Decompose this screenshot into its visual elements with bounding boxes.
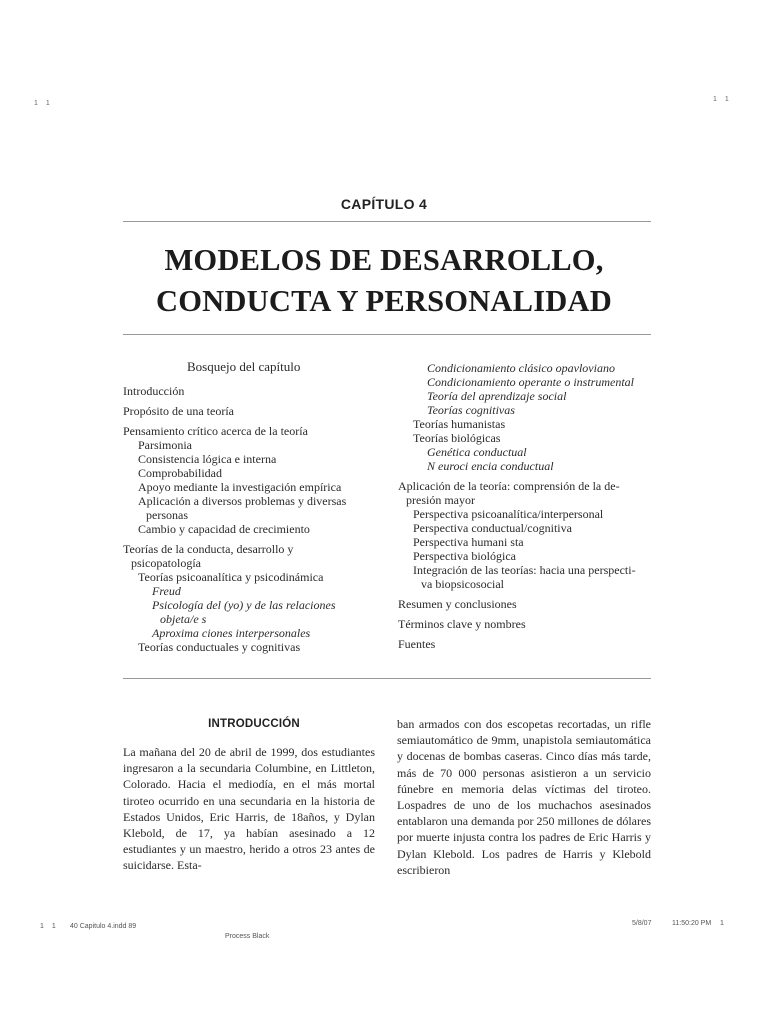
outline-item: Apoyo mediante la investigación empírica [138,480,342,494]
footer-process: Process Black [225,933,270,940]
outline-item: objeta/e s [160,612,207,626]
outline-item: Fuentes [398,637,436,651]
outline-item: Teorías de la conducta, desarrollo y [123,542,294,556]
footer-date: 5/8/07 [632,920,652,927]
outline-item: Pensamiento crítico acerca de la teoría [123,424,308,438]
outline-item: Condicionamiento operante o instrumental [427,375,634,389]
outline-heading: Bosquejo del capítulo [187,359,301,374]
outline-item: Consistencia lógica e interna [138,452,277,466]
outline-item: Introducción [123,384,185,398]
outline-item: Condicionamiento clásico opavloviano [427,361,615,375]
title-line: MODELOS DE DESARROLLO, [164,243,604,277]
outline-item: Teorías psicoanalítica y psicodinámica [138,570,324,584]
outline-item: Resumen y conclusiones [398,597,517,611]
outline-item: Teorías humanistas [413,417,506,431]
crop-mark-bottom-left: 1 1 [40,923,59,930]
crop-mark-top-right: 1 1 [713,96,732,103]
outline-item: Integración de las teorías: hacia una perspecti- [413,563,636,577]
crop-mark-top-left: 1 1 [34,100,53,107]
outline-item: va biopsicosocial [421,577,504,591]
footer-file-name: 40 Capitulo 4.indd 89 [70,923,137,930]
outline-item: Genética conductual [427,445,527,459]
outline-item: N euroci encia conductual [427,459,554,473]
outline-item: Cambio y capacidad de crecimiento [138,522,310,536]
outline-item: Freud [152,584,181,598]
outline-item: Aplicación de la teoría: comprensión de la de- [398,479,620,493]
body-paragraph: La mañana del 20 de abril de 1999, dos estudiantes ingresaron a la secundaria Columbine, en Littleton, Colorado. Hacia el mediodía, en el más mortal tiroteo ocurrido en una secundaria en la historia de Estados Unidos, Eric Harris, de 18años, y Dylan Klebold, de 17, ya habían asesinado a 12 estudiantes y un maestro, herido a otros 23 antes de suicidarse. Esta- [123,745,375,873]
outline-item: personas [146,508,188,522]
outline-item: Comprobabilidad [138,466,222,480]
outline-item: Términos clave y nombres [398,617,526,631]
intro-text-right [397,716,651,878]
outline-item: Perspectiva psicoanalítica/interpersonal [413,507,604,521]
chapter-label: CAPÍTULO 4 [340,196,428,212]
outline-item: presión mayor [406,493,475,507]
intro-text-left [123,744,375,874]
section-heading: INTRODUCCIÓN [208,718,300,730]
footer-page: 1 [720,920,724,927]
outline-item: Aplicación a diversos problemas y diversas [138,494,347,508]
outline-item: Propósito de una teoría [123,404,234,418]
title-line: CONDUCTA Y PERSONALIDAD [156,284,612,318]
outline-item: Teoría del aprendizaje social [427,389,567,403]
outline-item: psicopatología [131,556,201,570]
body-paragraph: ban armados con dos escopetas recortadas, un rifle semiautomático de 9mm, unapistola semiautomática y docenas de bombas caseras. Cinco días más tarde, más de 70 000 personas asistieron a un servicio fúnebre en memoria delas víctimas del tiroteo. Lospadres de uno de los muchachos asesinados entablaron una demanda por 250 millones de dólares por muerte injusta contra los padres de Eric Harris y Dylan Klebold. Los padres de Harris y Klebold escribieron [397,717,651,877]
outline-item: Parsimonia [138,438,192,452]
outline-item: Perspectiva conductual/cognitiva [413,521,572,535]
outline-divider [123,678,651,679]
outline-item: Psicología del (yo) y de las relaciones [152,598,336,612]
outline-item: Perspectiva humani sta [413,535,524,549]
outline-item: Perspectiva biológica [413,549,516,563]
outline-item: Teorías conductuales y cognitivas [138,640,301,654]
footer-time: 11:50:20 PM [672,920,712,927]
outline-item: Aproxima ciones interpersonales [152,626,311,640]
outline-item: Teorías cognitivas [427,403,515,417]
outline-item: Teorías biológicas [413,431,501,445]
